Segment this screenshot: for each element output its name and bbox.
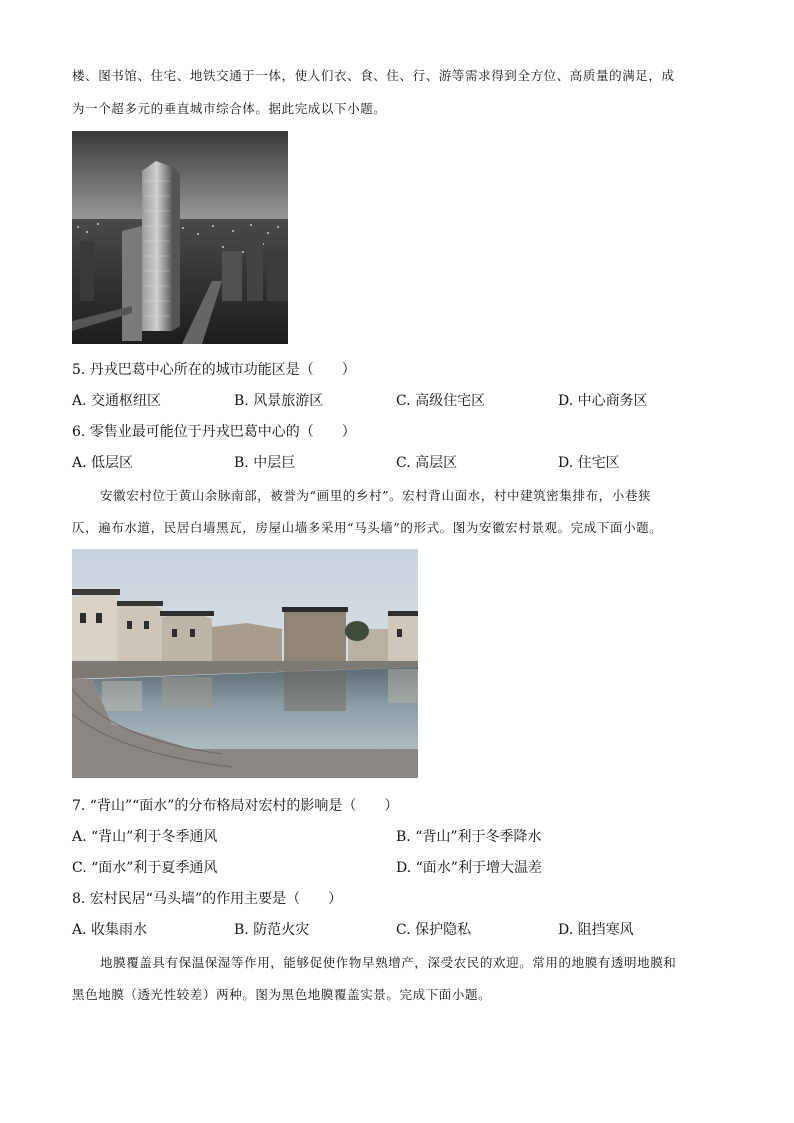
q5-option-d[interactable]: D. 中心商务区 (558, 393, 648, 409)
q5-stem: 5. 丹戎巴葛中心所在的城市功能区是（ ） (72, 362, 356, 378)
passage1-line2: 为一个超多元的垂直城市综合体。据此完成以下小题。 (72, 101, 387, 116)
q8-option-c[interactable]: C. 保护隐私 (396, 922, 472, 938)
passage3-line1: 地膜覆盖具有保温保湿等作用，能够促使作物早熟增产，深受农民的欢迎。常用的地膜有透明地膜和 (100, 955, 677, 970)
q7-option-c[interactable]: C. “面水”利于夏季通风 (72, 860, 218, 876)
q8-option-b[interactable]: B. 防范火灾 (234, 922, 310, 938)
q6-option-b[interactable]: B. 中层巨 (234, 455, 296, 471)
q6-option-a[interactable]: A. 低层区 (72, 455, 134, 471)
q8-stem: 8. 宏村民居“马头墙”的作用主要是（ ） (72, 891, 343, 907)
q8-option-d[interactable]: D. 阻挡寒风 (558, 922, 634, 938)
q6-stem: 6. 零售业最可能位于丹戎巴葛中心的（ ） (72, 424, 356, 440)
q5-option-b[interactable]: B. 风景旅游区 (234, 393, 324, 409)
q8-option-a[interactable]: A. 收集雨水 (72, 922, 148, 938)
passage1-line1: 楼、图书馆、住宅、地铁交通于一体，使人们衣、食、住、行、游等需求得到全方位、高质量的满足，成 (72, 68, 675, 83)
q7-option-d[interactable]: D. “面水”利于增大温差 (396, 860, 542, 876)
passage2-line1: 安徽宏村位于黄山余脉南部，被誉为“画里的乡村”。宏村背山面水，村中建筑密集排布，小巷狭 (100, 488, 652, 503)
q5-option-c[interactable]: C. 高级住宅区 (396, 393, 486, 409)
hongcun-village-photo (72, 549, 418, 778)
passage2-line2: 仄，遍布水道，民居白墙黑瓦，房屋山墙多采用“马头墙”的形式。图为安徽宏村景观。完成下面小题。 (72, 520, 663, 535)
passage3-line2: 黑色地膜（透光性较差）两种。图为黑色地膜覆盖实景。完成下面小题。 (72, 987, 492, 1002)
q6-option-c[interactable]: C. 高层区 (396, 455, 458, 471)
q7-option-b[interactable]: B. “背山”利于冬季降水 (396, 829, 542, 845)
skyscraper-photo (72, 131, 288, 344)
q7-stem: 7. “背山”“面水”的分布格局对宏村的影响是（ ） (72, 798, 399, 814)
q5-option-a[interactable]: A. 交通枢纽区 (72, 393, 162, 409)
q6-option-d[interactable]: D. 住宅区 (558, 455, 620, 471)
q7-option-a[interactable]: A. “背山”利于冬季通风 (72, 829, 218, 845)
